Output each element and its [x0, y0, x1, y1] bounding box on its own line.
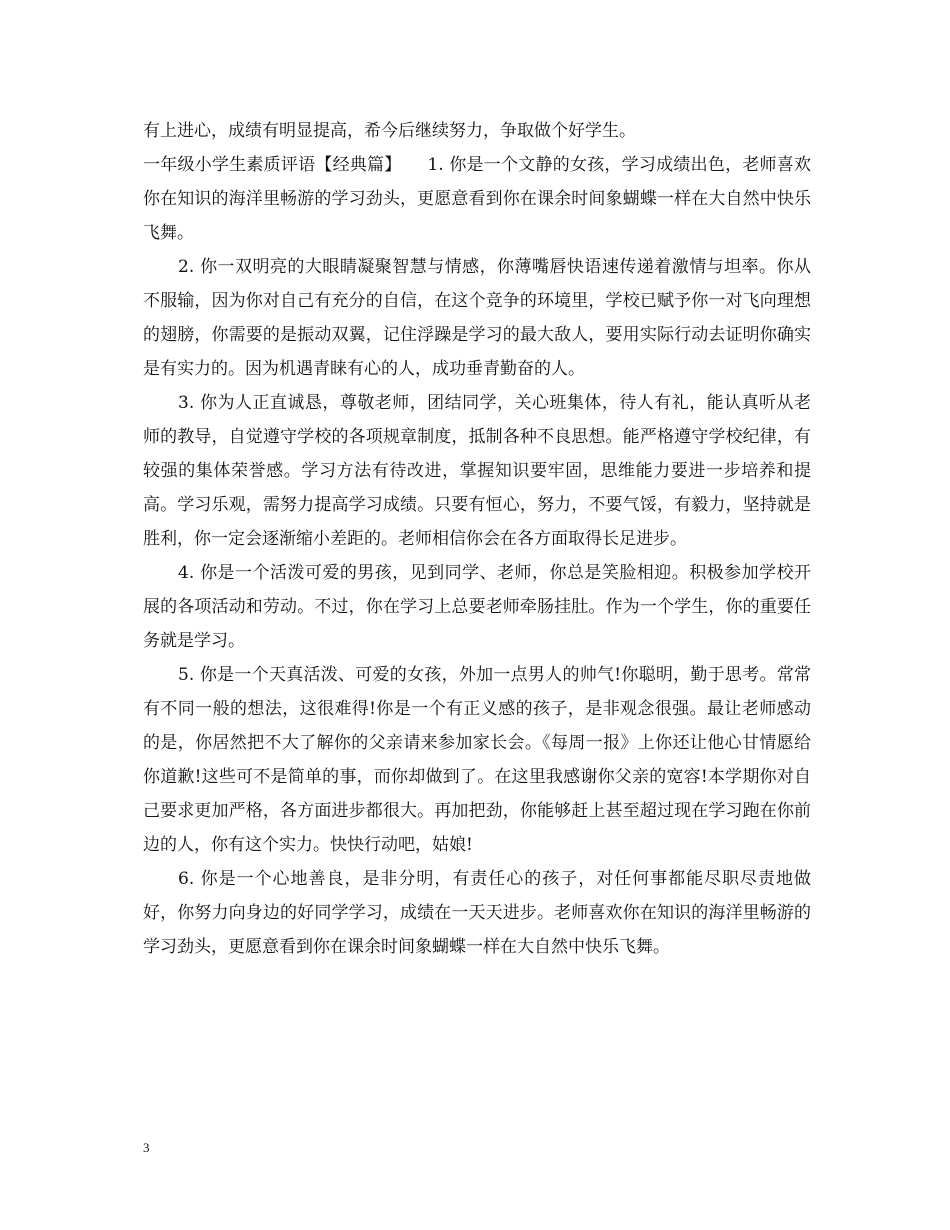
paragraph-item-2: 2. 你一双明亮的大眼睛凝聚智慧与情感，你薄嘴唇快语速传递着激情与坦率。你从不服输，因为你对自己有充分的自信，在这个竞争的环境里，学校已赋予你一对飞向理想的翅膀，你需要的是振动双翼，记住浮躁是学习的最大敌人，要用实际行动去证明你确实是有实力的。因为机遇青睐有心的人，成功垂青勤奋的人。 [143, 257, 811, 379]
paragraph-item-4: 4. 你是一个活泼可爱的男孩，见到同学、老师，你总是笑脸相迎。积极参加学校开展的各项活动和劳动。不过，你在学习上总要老师牵肠挂肚。作为一个学生，你的重要任务就是学习。 [143, 563, 811, 651]
paragraph-item-6: 6. 你是一个心地善良，是非分明，有责任心的孩子，对任何事都能尽职尽责地做好，你努力向身边的好同学学习，成绩在一天天进步。老师喜欢你在知识的海洋里畅游的学习劲头，更愿意看到你在课余时间象蝴蝶一样在大自然中快乐飞舞。 [143, 869, 811, 957]
paragraph-item-3: 3. 你为人正直诚恳，尊敬老师，团结同学，关心班集体，待人有礼，能认真听从老师的教导，自觉遵守学校的各项规章制度，抵制各种不良思想。能严格遵守学校纪律，有较强的集体荣誉感。学习方法有待改进，掌握知识要牢固，思维能力要进一步培养和提高。学习乐观，需努力提高学习成绩。只要有恒心，努力，不要气馁，有毅力，坚持就是胜利，你一定会逐渐缩小差距的。老师相信你会在各方面取得长足进步。 [143, 393, 811, 549]
document-body [143, 114, 811, 964]
paragraph-continuation: 有上进心，成绩有明显提高，希今后继续努力，争取做个好学生。 [143, 121, 636, 141]
paragraph-heading-item-1: 一年级小学生素质评语【经典篇】 1. 你是一个文静的女孩，学习成绩出色，老师喜欢你在知识的海洋里畅游的学习劲头，更愿意看到你在课余时间象蝴蝶一样在大自然中快乐飞舞。 [143, 155, 811, 243]
page-number: 3 [143, 1140, 150, 1155]
paragraph-item-5: 5. 你是一个天真活泼、可爱的女孩，外加一点男人的帅气!你聪明，勤于思考。常常有不同一般的想法，这很难得!你是一个有正义感的孩子，是非观念很强。最让老师感动的是，你居然把不大了解你的父亲请来参加家长会。《每周一报》上你还让他心甘情愿给你道歉!这些可不是简单的事，而你却做到了。在这里我感谢你父亲的宽容!本学期你对自己要求更加严格，各方面进步都很大。再加把劲，你能够赶上甚至超过现在学习跑在你前边的人，你有这个实力。快快行动吧，姑娘! [143, 665, 811, 855]
